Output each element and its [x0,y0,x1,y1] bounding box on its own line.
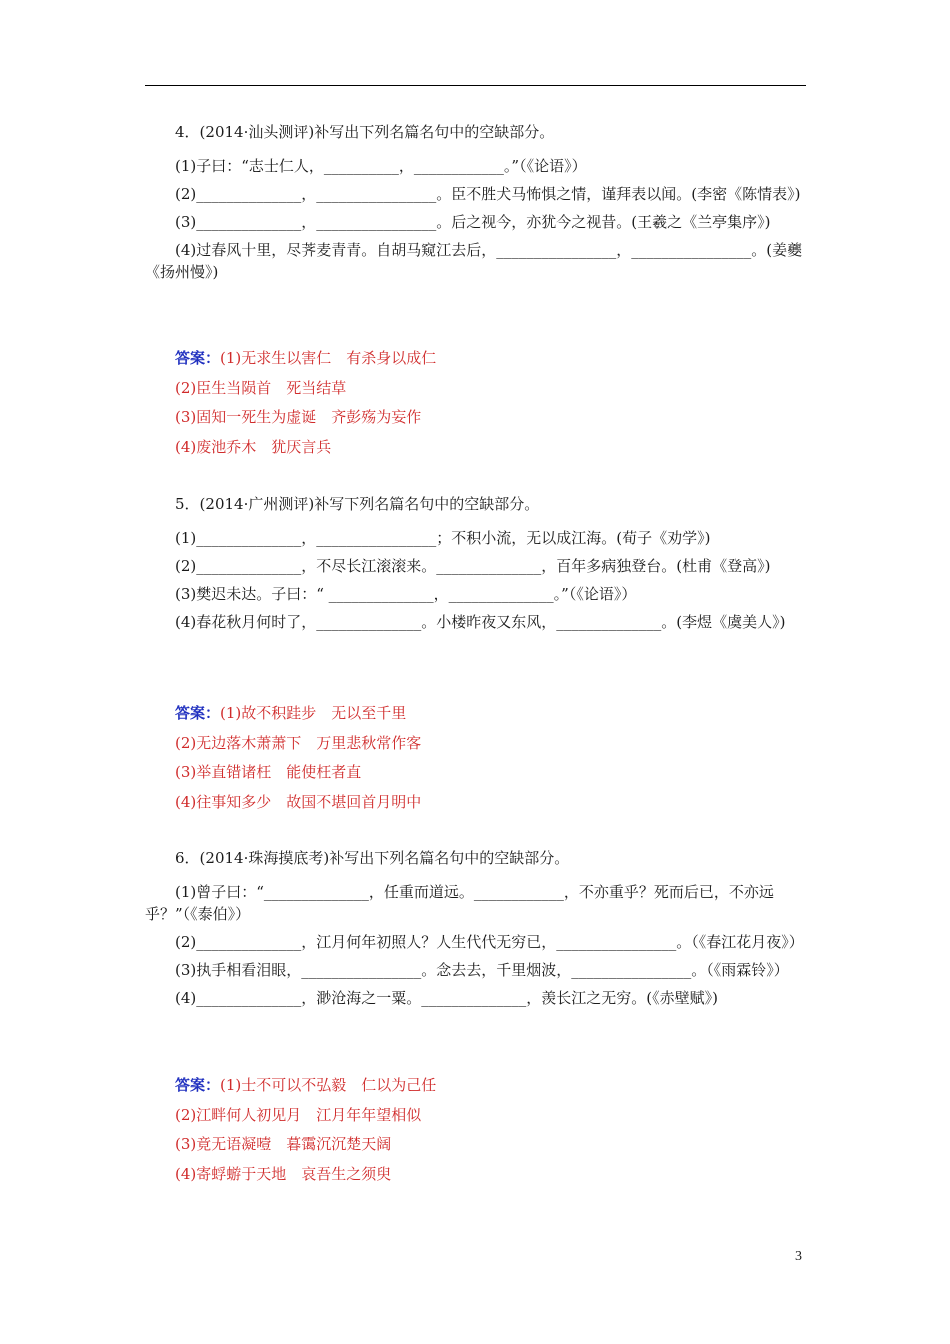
answer-line: (4)往事知多少 故国不堪回首月明中 [175,792,422,811]
page-number: 3 [795,1249,802,1264]
answer-line: (3)固知一死生为虚诞 齐彭殇为妄作 [175,408,422,426]
answer-line: (4)寄蜉蝣于天地 哀吾生之须臾 [175,1164,392,1183]
question-item: (3)______________，________________。后之视今，亦犹今之视昔。(王羲之《兰亭集序》) [175,213,771,231]
question-item: (4)______________，渺沧海之一粟。______________，羡长江之无穷。(《赤壁赋》) [175,989,718,1007]
answer-text: (1)无求生以害仁 有杀身以成仁 [220,349,437,367]
question-item: (1)______________，________________；不积小流，无以成江海。(荀子《劝学》) [175,529,711,547]
answer-line [175,702,421,732]
answer-line [175,347,436,377]
answer-line [175,1074,436,1104]
question-item: (1)子曰：“志士仁人，__________，____________。”（《论语》） [175,157,587,175]
question-item: (4)过春风十里，尽荠麦青青。自胡马窥江去后，________________，________________。(姜夔《扬州慢》) [145,241,803,281]
answers-4 [175,347,436,465]
answer-line: (3)竟无语凝噎 暮霭沉沉楚天阔 [175,1135,392,1153]
answers-5 [175,702,421,820]
question-item: (2)______________，________________。臣不胜犬马怖惧之情，谨拜表以闻。(李密《陈情表》) [175,185,801,203]
question-title: 6．(2014·珠海摸底考)补写出下列名篇名句中的空缺部分。 [175,849,570,867]
question-item: (2)______________，不尽长江滚滚来。______________，百年多病独登台。(杜甫《登高》) [175,557,771,575]
question-item: (3)樊迟未达。子曰：“ ______________，______________。”（《论语》） [175,585,637,603]
question-item: (2)______________，江月何年初照人？人生代代无穷已，________________。（《春江花月夜》） [175,933,804,951]
answers-6 [175,1074,436,1192]
header-rule [145,85,806,86]
question-5 [145,495,807,639]
question-6 [145,849,807,1015]
answer-text: (1)故不积跬步 无以至千里 [220,704,407,722]
answer-label: 答案： [175,704,221,722]
question-item: (3)执手相看泪眼，________________。念去去，千里烟波，________________。（《雨霖铃》） [175,961,789,979]
question-title: 5．(2014·广州测评)补写下列名篇名句中的空缺部分。 [175,495,540,513]
answer-line: (3)举直错诸枉 能使枉者直 [175,763,362,781]
question-item: (1)曾子曰：“______________，任重而道远。____________，不亦重乎？死而后已，不亦远乎？”（《泰伯》） [145,883,774,923]
answer-label: 答案： [175,349,221,367]
question-4 [145,123,807,289]
question-item: (4)春花秋月何时了，______________。小楼昨夜又东风，______________。(李煜《虞美人》) [175,613,786,631]
answer-line: (2)无边落木萧萧下 万里悲秋常作客 [175,733,422,752]
answer-line: (2)臣生当陨首 死当结草 [175,378,347,397]
answer-label: 答案： [175,1076,221,1094]
question-title: 4．(2014·汕头测评)补写出下列名篇名句中的空缺部分。 [175,123,555,141]
answer-text: (1)士不可以不弘毅 仁以为己任 [220,1076,437,1094]
answer-line: (2)江畔何人初见月 江月年年望相似 [175,1105,422,1124]
answer-line: (4)废池乔木 犹厌言兵 [175,437,332,456]
